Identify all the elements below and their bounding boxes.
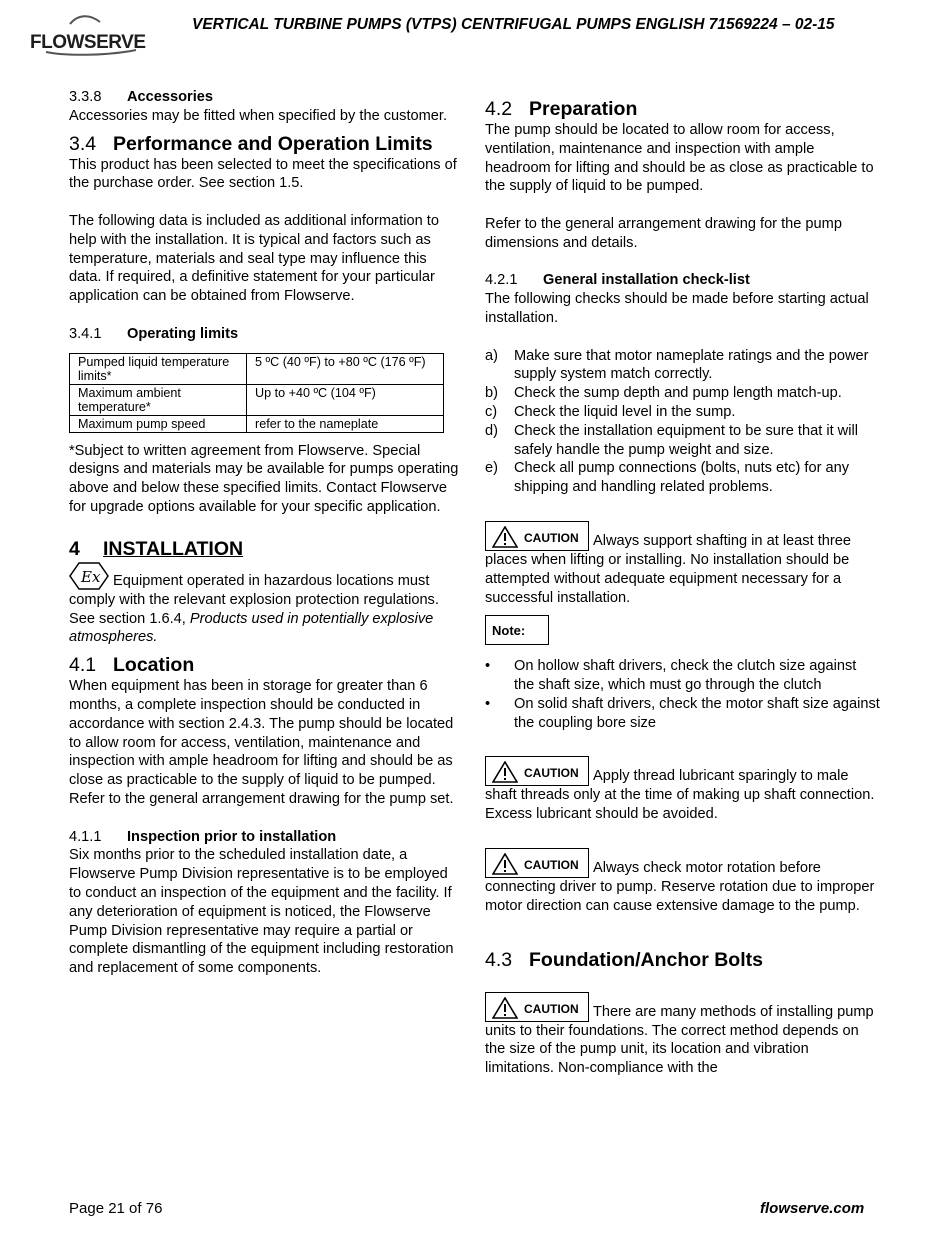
flowserve-logo: [26, 12, 146, 56]
installation-checklist: [485, 347, 880, 497]
caution-thread-lubricant: CAUTION Apply thread lubricant sparingly to male shaft threads only at the time of making up shaft connection. Excess lubricant should be avoided.: [485, 756, 880, 824]
right-column: [485, 88, 880, 1078]
section-4-2-1-body: The following checks should be made before starting actual installation.: [485, 291, 869, 326]
svg-text:Ex: Ex: [81, 567, 101, 586]
chapter-4-heading: 4 INSTALLATION: [69, 537, 244, 560]
section-4-3-heading: 4.3 Foundation/Anchor Bolts: [485, 948, 763, 971]
section-3-4-1-heading: 3.4.1 Operating limits: [69, 325, 239, 342]
caution-badge: CAUTION: [485, 992, 589, 1022]
section-4-1-1-body: Six months prior to the scheduled installation date, a Flowserve Pump Division representative is to be employed to conduct an inspection of the equipment and the facility. If any deterioration of equipment is noticed, the Flowserve Pump Division representative may require a partial or complete dismantling of the equipment including restoration and replacement of some components.: [69, 847, 454, 977]
document-title: VERTICAL TURBINE PUMPS (VTPS) CENTRIFUGAL PUMPS ENGLISH 71569224 – 02-15: [192, 16, 835, 33]
page-header: [0, 0, 950, 70]
caution-badge: CAUTION: [485, 521, 589, 551]
list-item: b) Check the sump depth and pump length match-up.: [485, 385, 842, 402]
footer-website-link[interactable]: flowserve.com: [760, 1200, 865, 1217]
section-4-1-1-heading: 4.1.1 Inspection prior to installation: [69, 828, 337, 845]
list-item: a) Make sure that motor nameplate ratings and the power supply system match correctly.: [485, 347, 869, 383]
section-4-1-heading: 4.1 Location: [69, 654, 195, 677]
table-cell-label: Maximum pump speed: [70, 415, 247, 432]
limits-footnote: *Subject to written agreement from Flowserve. Special designs and materials may be available for pumps operating above and below these specified limits. Contact Flowserve for upgrade options available for your specific application.: [69, 442, 459, 515]
list-item: • On solid shaft drivers, check the motor shaft size against the coupling bore size: [485, 695, 880, 731]
warning-triangle-icon: [492, 997, 518, 1019]
table-cell-value: refer to the nameplate: [247, 415, 444, 432]
caution-badge: CAUTION: [485, 756, 589, 786]
caution-shafting: CAUTION Always support shafting in at least three places when lifting or installing. No installation should be attempted without adequate equipment necessary for a successful installation.: [485, 521, 880, 607]
section-4-2-paragraph-1: The pump should be located to allow room for access, ventilation, maintenance and inspection with ample headroom for lifting and should be as close as practicable to the supply of liquid to be pumped.: [485, 122, 874, 195]
table-cell-value: 5 ºC (40 ºF) to +80 ºC (176 ºF): [247, 353, 444, 384]
section-4-2-paragraph-2: Refer to the general arrangement drawing for the pump dimensions and details.: [485, 215, 842, 251]
section-3-4-paragraph-1: This product has been selected to meet the specifications of the purchase order. See section 1.5.: [69, 156, 457, 192]
section-3-3-8-heading: 3.3.8 Accessories: [69, 89, 214, 105]
section-3-4-heading: 3.4 Performance and Operation Limits: [69, 132, 433, 155]
left-column: [69, 88, 459, 978]
logo-text: FLOWSERVE: [30, 32, 146, 53]
table-row: [70, 415, 444, 432]
shaft-driver-bullets: [485, 657, 880, 732]
warning-triangle-icon: [492, 761, 518, 783]
hazardous-locations-notice: Ex Equipment operated in hazardous locations must comply with the relevant explosion protection regulations. See section 1.6.4, Products used in potentially explosive atmospheres.: [69, 561, 459, 647]
table-row: [70, 384, 444, 415]
section-4-1-body: When equipment has been in storage for greater than 6 months, a complete inspection should be conducted in accordance with section 2.4.3. The pump should be located to allow room for access, ventilation, maintenance and inspection with ample headroom for lifting and should be as close as practicable to the supply of liquid to be pumped. Refer to the general arrangement drawing for the pump set.: [69, 678, 454, 807]
table-row: [70, 353, 444, 384]
caution-motor-rotation: CAUTION Always check motor rotation before connecting driver to pump. Reserve rotation due to improper motor direction can cause extensive damage to the pump.: [485, 848, 880, 916]
page-number: Page 21 of 76: [69, 1200, 163, 1217]
list-item: • On hollow shaft drivers, check the clutch size against the shaft size, which must go through the clutch: [485, 658, 857, 693]
list-item: e) Check all pump connections (bolts, nuts etc) for any shipping and handling related problems.: [485, 460, 850, 496]
section-4-2-1-heading: 4.2.1 General installation check-list: [485, 272, 750, 289]
warning-triangle-icon: [492, 526, 518, 548]
list-item: c) Check the liquid level in the sump.: [485, 403, 736, 420]
section-4-2-heading: 4.2 Preparation: [485, 98, 638, 120]
caution-foundation: CAUTION There are many methods of installing pump units to their foundations. The correct method depends on the size of the pump unit, its location and vibration limitations. Non-compliance with the: [485, 992, 880, 1078]
ex-explosion-proof-icon: [69, 561, 109, 591]
caution-badge: CAUTION: [485, 848, 589, 878]
section-3-4-paragraph-2: The following data is included as additional information to help with the installation. It is typical and factors such as temperature, materials and seal type may influence this data. If required, a definitive statement for your particular application can be obtained from Flowserve.: [69, 212, 439, 305]
operating-limits-table: [69, 353, 444, 433]
table-cell-label: Pumped liquid temperature limits*: [70, 353, 247, 384]
table-cell-label: Maximum ambient temperature*: [70, 384, 247, 415]
warning-triangle-icon: [492, 853, 518, 875]
section-3-3-8-body: Accessories may be fitted when specified by the customer.: [69, 107, 447, 124]
table-cell-value: Up to +40 ºC (104 ºF): [247, 384, 444, 415]
note-badge: Note:: [485, 615, 549, 645]
list-item: d) Check the installation equipment to be sure that it will safely handle the pump weight and size.: [485, 422, 858, 458]
